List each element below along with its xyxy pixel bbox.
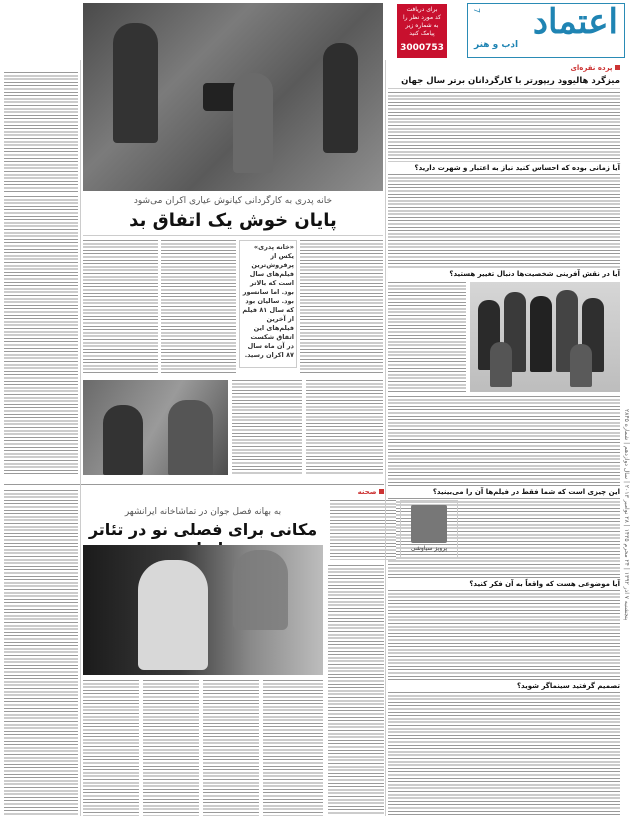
article-column-text — [328, 565, 384, 815]
newspaper-logo: اعتماد — [532, 2, 618, 42]
theatre-headline: مکانی برای فصلی نو در تئاتر — [88, 520, 318, 539]
directors-group-photo — [470, 282, 620, 392]
article-column-text — [300, 240, 383, 375]
theatre-performance-photo — [83, 545, 323, 675]
person-shape — [323, 43, 358, 153]
column-divider — [80, 60, 81, 816]
kianoush-headline: پایان خوش یک اتفاق بد — [129, 210, 337, 231]
article-column-text — [4, 196, 78, 476]
section-marker-icon — [615, 65, 620, 70]
dateline: پنجشنبه ۷ آذر ۱۳۹۲ | ۲۴ محرم ۱۴۳۵ | ۲۸ نوامبر ۲۰۱۳ | سال دوازدهم | شماره ۲۸۴۵ — [623, 408, 630, 620]
section-label-theatre — [300, 488, 384, 496]
section-label-text: صحنه — [357, 488, 377, 496]
article-column-text — [83, 680, 139, 816]
section-label-cinema — [468, 64, 620, 72]
article-column-text — [388, 92, 620, 162]
byline-box — [400, 500, 458, 558]
person-shape — [233, 73, 273, 173]
article-column-text — [232, 380, 302, 475]
person-shape — [168, 400, 213, 475]
pull-quote — [239, 240, 297, 368]
divider — [388, 88, 620, 89]
section-tagline: ادب و هنر — [474, 40, 519, 50]
interview-question: آیا زمانی بوده که احساس کنید نیاز به اعتبار و شهرت دارید؟ — [414, 164, 620, 172]
section-marker-icon — [379, 489, 384, 494]
sms-promo-box — [397, 4, 447, 58]
article-column-text — [388, 174, 620, 269]
actor-shape — [233, 550, 288, 630]
divider — [83, 235, 383, 236]
article-column-text — [161, 240, 236, 375]
interview-question: آیا در نقش آفرینی شخصیت‌ها دنبال تغییر هستید؟ — [449, 270, 620, 278]
section-label-text: پرده نقره‌ای — [570, 64, 613, 72]
actor-shape — [138, 560, 208, 670]
article-column-text — [83, 240, 158, 375]
interview-question: این چیزی است که شما فقط در فیلم‌ها آن را می‌بینید؟ — [432, 488, 620, 496]
promo-line: به شماره زیر پیامک کنید — [405, 22, 439, 37]
promo-number: 3000753 — [400, 43, 444, 53]
theatre-kicker: به بهانه فصل جوان در تماشاخانه ایرانشهر — [124, 507, 282, 517]
article-column-text — [203, 680, 259, 816]
person-shape — [103, 405, 143, 475]
promo-line: کد مورد نظر را — [402, 14, 442, 21]
author-photo — [411, 505, 447, 543]
film-set-photo — [83, 3, 383, 191]
interview-question: تصمیم گرفتید سینماگر شوید؟ — [517, 682, 620, 690]
article-column-text — [330, 500, 396, 560]
masthead — [467, 3, 625, 58]
film-still-photo — [83, 380, 228, 475]
hollywood-headline: میزگرد هالیوود ریپورتر با کارگردانان برتر سال جهان — [401, 76, 620, 86]
article-column-text — [388, 396, 620, 486]
article-column-text — [263, 680, 323, 816]
article-column-text — [388, 282, 466, 392]
article-column-text — [4, 490, 78, 816]
article-column-text — [388, 590, 620, 680]
person-shape — [570, 344, 592, 387]
page-number: 7 — [472, 8, 481, 14]
article-column-text — [388, 692, 620, 816]
article-column-text — [306, 380, 383, 475]
article-column-text — [143, 680, 199, 816]
author-name: پرویز سیاوشی — [410, 545, 448, 552]
pull-quote-text: «خانه پدری» یکس از پرفروش‌ترین فیلم‌های سال است که بالاتر بود. اما سانسور بود. سالیان بود که سال ۸۱ فیلم از آخرین فیلم‌های این اتفاق شکست در آن ماه سال ۸۷ اکران رسید. — [242, 243, 294, 359]
person-shape — [113, 23, 158, 143]
promo-line: برای دریافت — [406, 6, 438, 13]
article-column-text — [4, 72, 78, 194]
person-shape — [490, 342, 512, 387]
interview-question: آیا موضوعی هست که واقعاً به آن فکر کنید؟ — [469, 580, 620, 588]
column-divider — [385, 60, 386, 816]
kianoush-kicker: خانه پدری به کارگردانی کیانوش عیاری اکران می‌شود — [133, 196, 333, 206]
section-divider — [4, 484, 384, 485]
person-shape — [530, 296, 552, 372]
